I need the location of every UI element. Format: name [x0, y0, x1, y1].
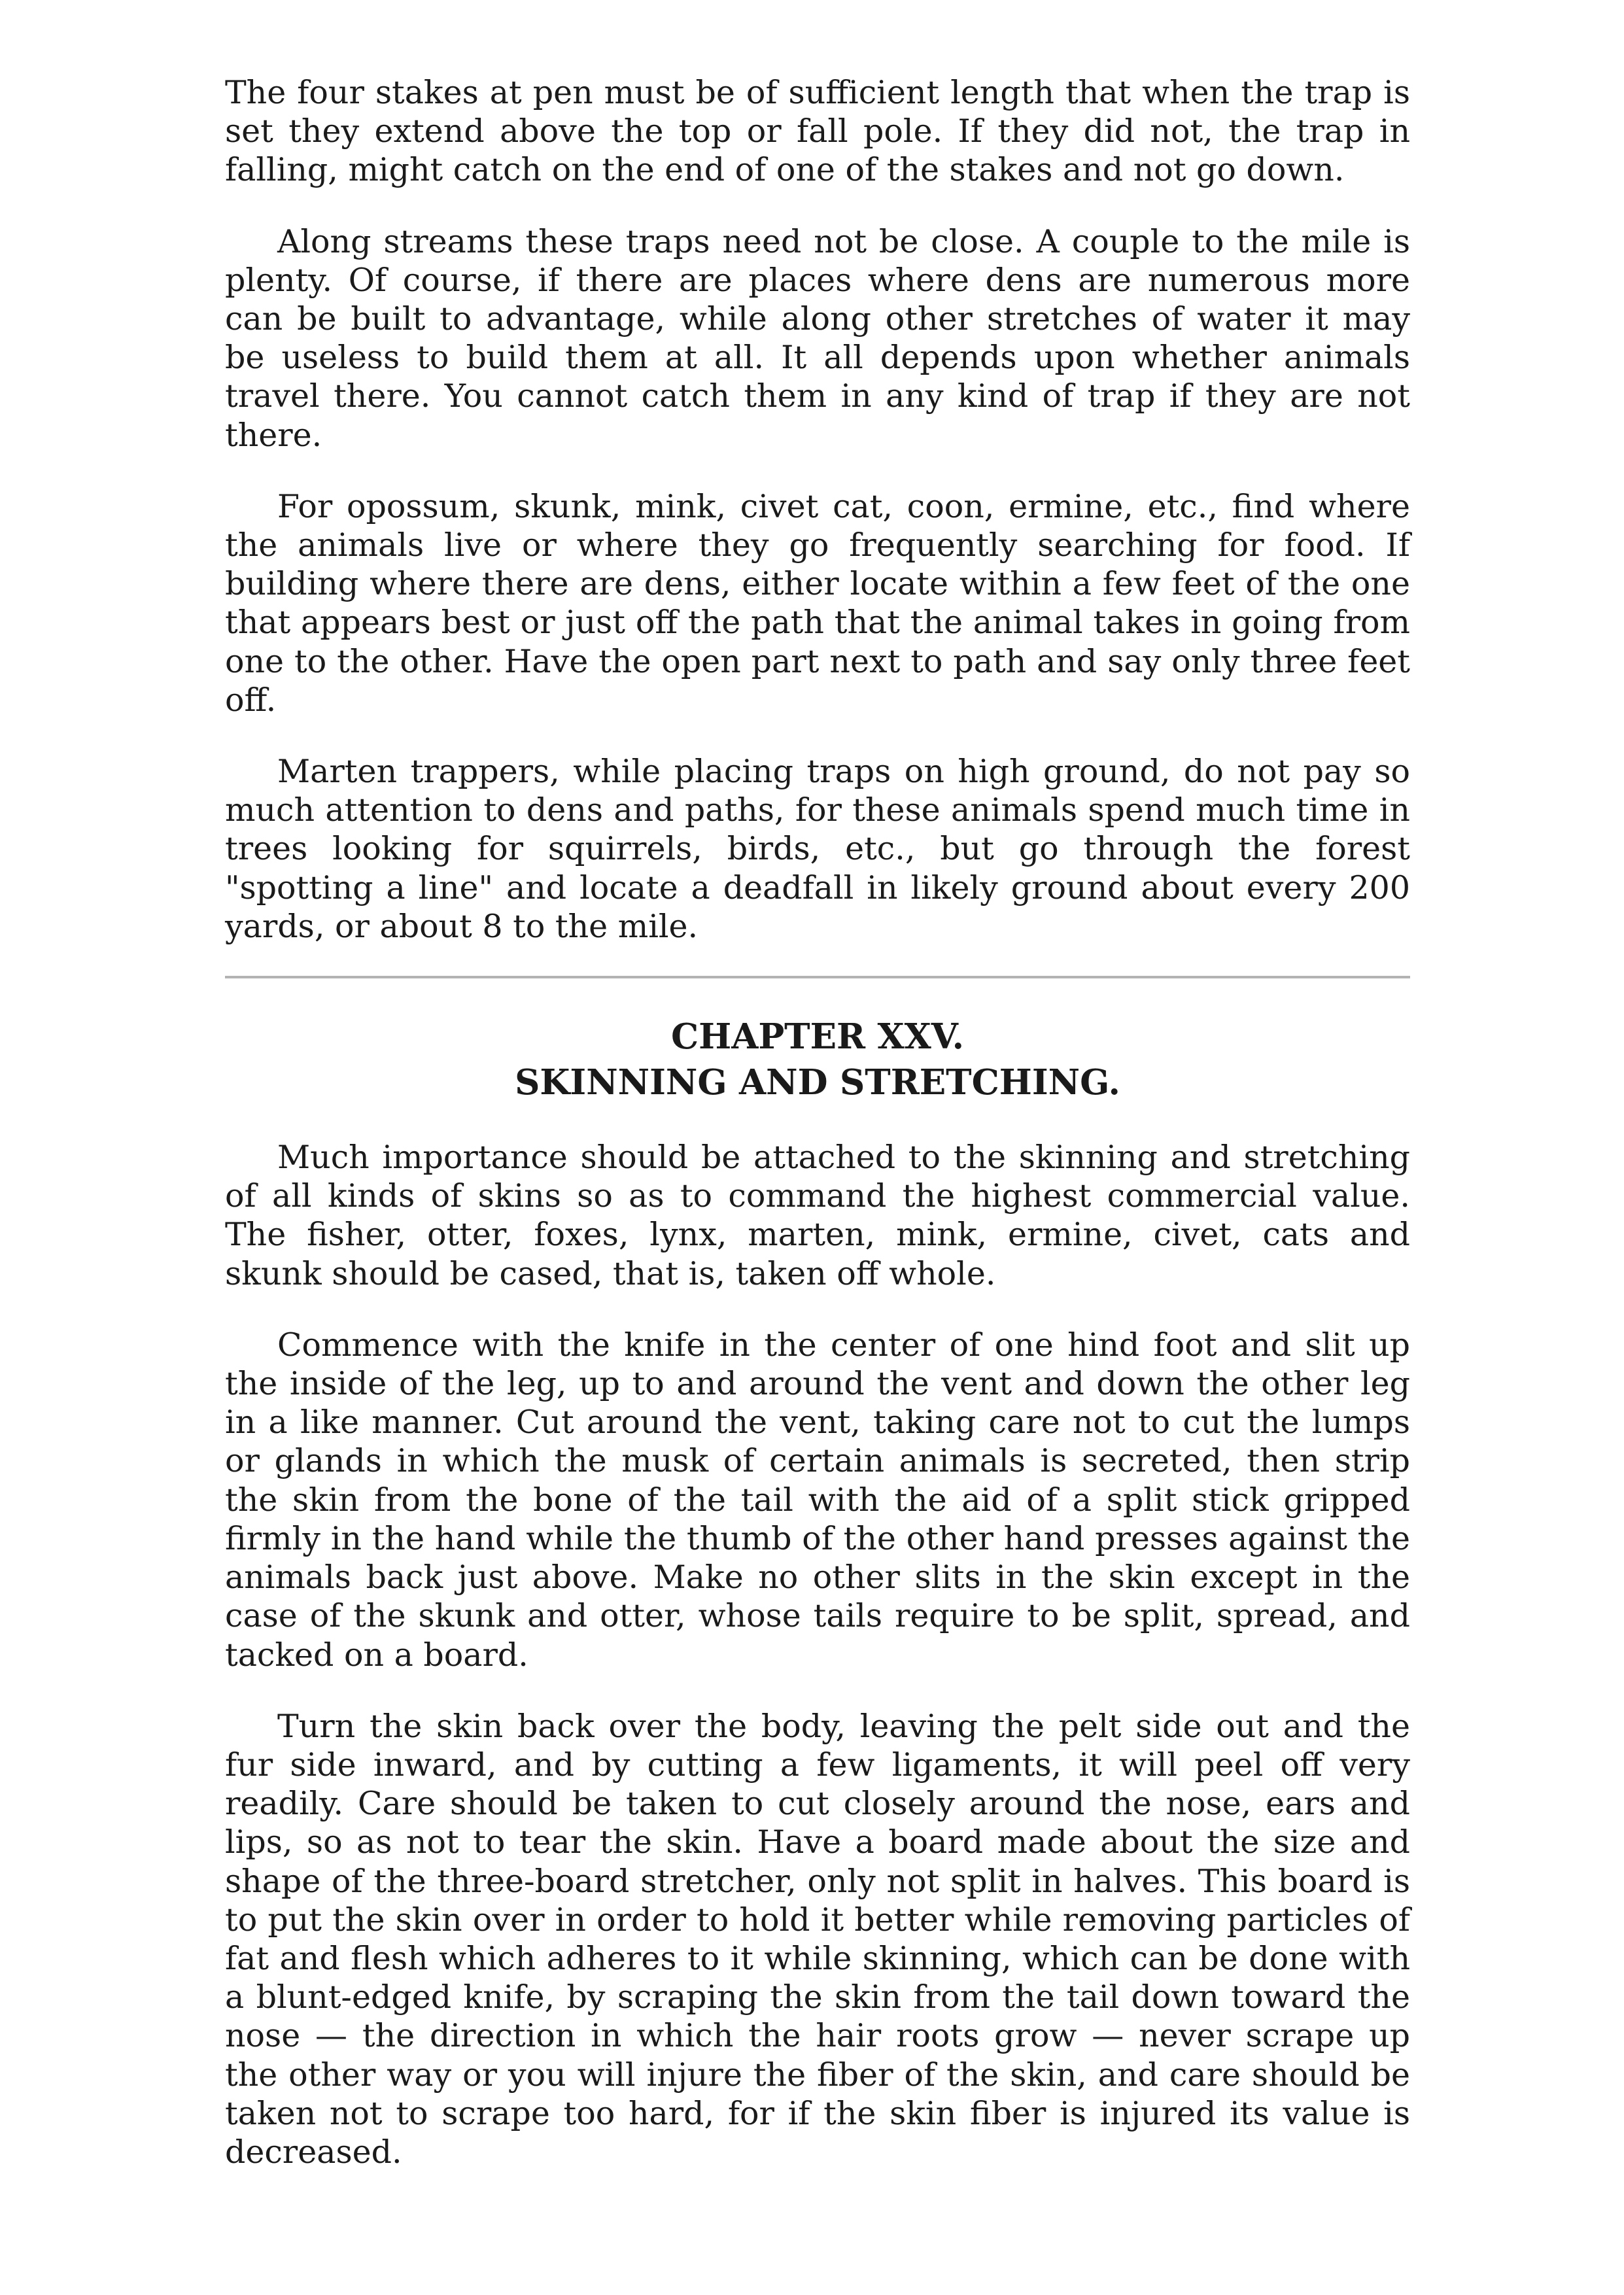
- paragraph-marten-trappers: Marten trappers, while placing traps on high ground, do not pay so much attention to dens and paths, for these animals spend much time in trees looking for squirrels, birds, etc., but go through the forest "spotting a line" and locate a deadfall in likely ground about every 200 yards, or about 8 to the mile.: [225, 753, 1410, 945]
- paragraph-stakes-length: The four stakes at pen must be of sufficient length that when the trap is set they extend above the top or fall pole. If they did not, the trap in falling, might catch on the end of one of the stakes and not go down.: [225, 74, 1410, 189]
- paragraph-turn-skin: Turn the skin back over the body, leaving the pelt side out and the fur side inward, and by cutting a few ligaments, it will peel off very readily. Care should be taken to cut closely around the nose, ears and lips, so as not to tear the skin. Have a board made about the size and shape of the three-board stretcher, only not split in halves. This board is to put the skin over in order to hold it better while removing particles of fat and flesh which adheres to it while skinning, which can be done with a blunt-edged knife, by scraping the skin from the tail down toward the nose — the direction in which the hair roots grow — never scrape up the other way or you will injure the fiber of the skin, and care should be taken not to scrape too hard, for if the skin fiber is injured its value is decreased.: [225, 1707, 1410, 2171]
- paragraph-along-streams: Along streams these traps need not be close. A couple to the mile is plenty. Of course, if there are places where dens are numerous more can be built to advantage, while along other stretches of water it may be useless to build them at all. It all depends upon whether animals travel there. You cannot catch them in any kind of trap if they are not there.: [225, 222, 1410, 454]
- paragraph-skinning-importance: Much importance should be attached to the skinning and stretching of all kinds of skins so as to command the highest commercial value. The fisher, otter, foxes, lynx, marten, mink, ermine, civet, cats and skunk should be cased, that is, taken off whole.: [225, 1139, 1410, 1292]
- paragraph-opossum-skunk: For opossum, skunk, mink, civet cat, coon, ermine, etc., find where the animals live or where they go frequently searching for food. If building where there are dens, either locate within a few feet of the one that appears best or just off the path that the animal takes in going from one to the other. Have the open part next to path and say only three feet off.: [225, 487, 1410, 719]
- chapter-title: SKINNING AND STRETCHING.: [515, 1062, 1120, 1103]
- chapter-number: CHAPTER XXV.: [670, 1016, 965, 1058]
- chapter-heading: [225, 1014, 1410, 1105]
- book-page: [225, 73, 1410, 2171]
- chapter-divider: [225, 976, 1410, 978]
- paragraph-commence-knife: Commence with the knife in the center of one hind foot and slit up the inside of the leg, up to and around the vent and down the other leg in a like manner. Cut around the vent, taking care not to cut the lumps or glands in which the musk of certain animals is secreted, then strip the skin from the bone of the tail with the aid of a split stick gripped firmly in the hand while the thumb of the other hand presses against the animals back just above. Make no other slits in the skin except in the case of the skunk and otter, whose tails require to be split, spread, and tacked on a board.: [225, 1326, 1410, 1674]
